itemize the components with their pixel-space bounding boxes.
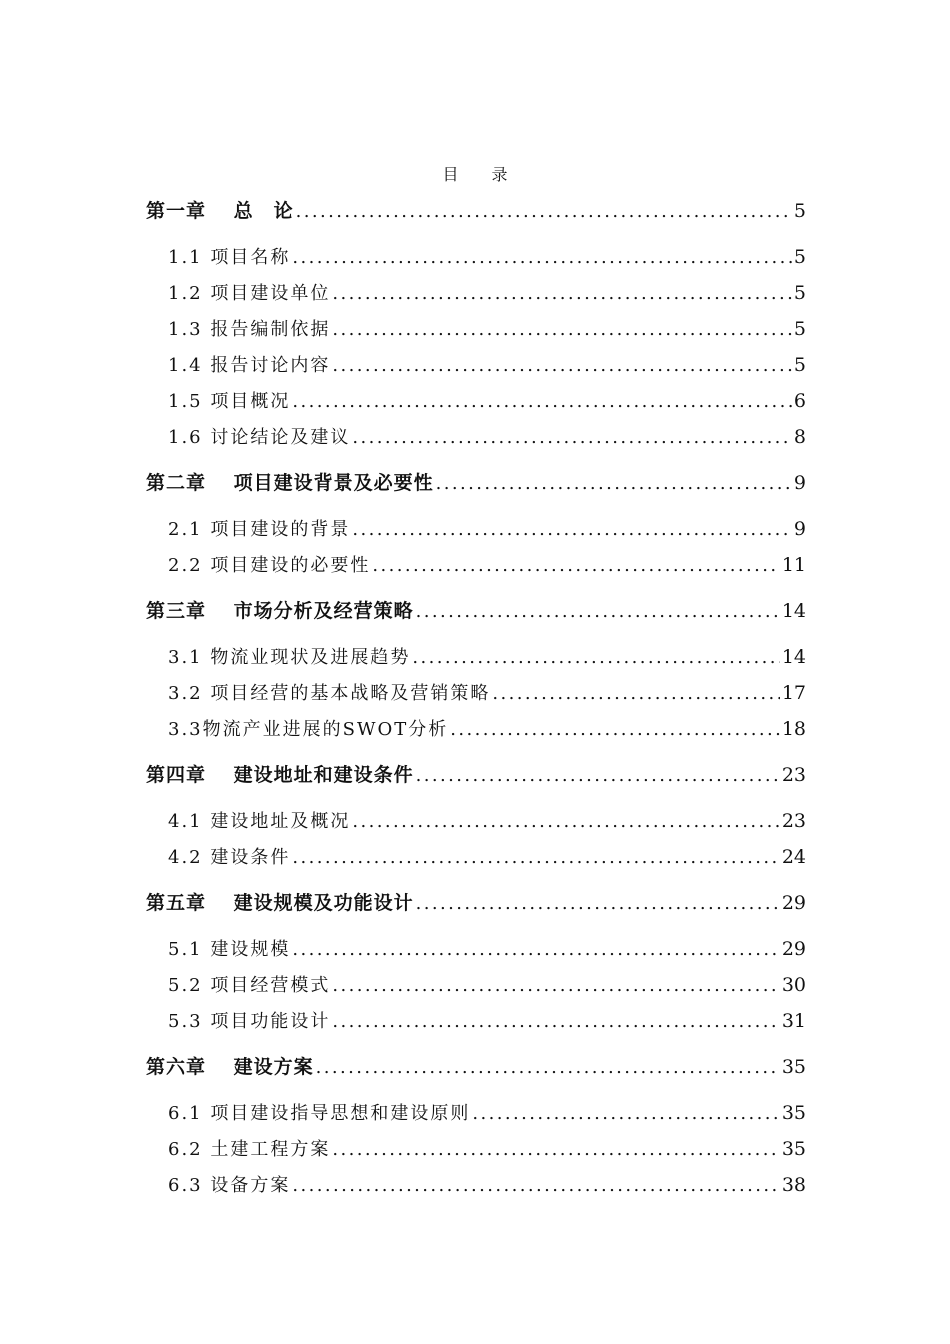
toc-entry-label: 3.2 项目经营的基本战略及营销策略: [168, 683, 491, 704]
toc-entry-page: 17: [781, 682, 806, 704]
toc-entry-label: 5.2 项目经营模式: [168, 975, 331, 996]
toc-dot-leader: [332, 353, 792, 379]
toc-entry-label: 第五章 建设规模及功能设计: [146, 892, 414, 914]
toc-dot-leader: [372, 553, 779, 579]
toc-entry-page: 5: [793, 246, 806, 268]
toc-entry-page: 35: [781, 1102, 806, 1124]
toc-entry: [168, 644, 806, 670]
toc-entry-label: 3.1 物流业现状及进展趋势: [168, 647, 411, 668]
toc-entry-page: 5: [793, 354, 806, 376]
toc-dot-leader: [416, 763, 780, 789]
toc-dot-leader: [292, 845, 779, 871]
toc-entry: [146, 762, 806, 788]
toc-entry-label: 第六章 建设方案: [146, 1056, 314, 1078]
toc-dot-leader: [492, 681, 779, 707]
toc-entry: [168, 352, 806, 378]
toc-dot-leader: [352, 517, 792, 543]
toc-entry-page: 8: [793, 426, 806, 448]
toc-dot-leader: [332, 1009, 779, 1035]
toc-entry: [168, 280, 806, 306]
toc-dot-leader: [352, 425, 792, 451]
toc-entry-page: 18: [781, 718, 806, 740]
toc-entry-page: 29: [781, 938, 806, 960]
toc-entry-label: 1.1 项目名称: [168, 247, 291, 268]
toc-entry: [146, 1054, 806, 1080]
toc-entry-label: 1.3 报告编制依据: [168, 319, 331, 340]
toc-entry-label: 1.2 项目建设单位: [168, 283, 331, 304]
toc-entry-label: 6.2 土建工程方案: [168, 1139, 331, 1160]
toc-entry: [168, 516, 806, 542]
toc-dot-leader: [316, 1055, 780, 1081]
toc-dot-leader: [332, 973, 779, 999]
toc-entry: [168, 844, 806, 870]
toc-dot-leader: [296, 199, 792, 225]
toc-dot-leader: [332, 317, 792, 343]
toc-entry: [168, 424, 806, 450]
toc-entry-label: 5.3 项目功能设计: [168, 1011, 331, 1032]
toc-dot-leader: [416, 891, 780, 917]
toc-entry-page: 5: [793, 318, 806, 340]
toc-entry: [168, 680, 806, 706]
toc-entry-page: 24: [781, 846, 806, 868]
toc-entry: [168, 388, 806, 414]
toc-dot-leader: [352, 809, 779, 835]
toc-entry-page: 5: [793, 200, 806, 222]
toc-dot-leader: [332, 1137, 779, 1163]
toc-entry-label: 第一章 总 论: [146, 200, 294, 222]
toc-entry-page: 35: [781, 1138, 806, 1160]
toc-entry: [146, 598, 806, 624]
toc-entry-page: 30: [781, 974, 806, 996]
toc-dot-leader: [416, 599, 780, 625]
toc-entry-label: 1.5 项目概况: [168, 391, 291, 412]
toc-entry-label: 1.6 讨论结论及建议: [168, 427, 351, 448]
toc-entry-page: 9: [793, 472, 806, 494]
toc-entry: [168, 716, 806, 742]
toc-entry-page: 9: [793, 518, 806, 540]
toc-dot-leader: [472, 1101, 779, 1127]
toc-dot-leader: [292, 937, 779, 963]
toc-entry-page: 6: [793, 390, 806, 412]
toc-entry-label: 6.1 项目建设指导思想和建设原则: [168, 1103, 471, 1124]
toc-entry-page: 29: [781, 892, 806, 914]
toc-dot-leader: [412, 645, 779, 671]
toc-entry-page: 14: [781, 600, 806, 622]
toc-entry: [168, 808, 806, 834]
toc-entry-page: 14: [781, 646, 806, 668]
toc-dot-leader: [436, 471, 792, 497]
toc-entry: [168, 972, 806, 998]
toc-dot-leader: [292, 389, 792, 415]
toc-entry-page: 11: [781, 554, 806, 576]
toc-entry: [168, 1172, 806, 1198]
toc-entry-page: 35: [781, 1056, 806, 1078]
toc-entry-label: 5.1 建设规模: [168, 939, 291, 960]
toc-entry-label: 第二章 项目建设背景及必要性: [146, 472, 434, 494]
toc-entry-label: 4.1 建设地址及概况: [168, 811, 351, 832]
toc-entry-page: 23: [781, 810, 806, 832]
toc-entry-label: 3.3物流产业进展的SWOT分析: [168, 719, 449, 740]
toc-entry-page: 31: [781, 1010, 806, 1032]
toc-entry-label: 6.3 设备方案: [168, 1175, 291, 1196]
toc-entry-page: 38: [781, 1174, 806, 1196]
toc-dot-leader: [332, 281, 792, 307]
toc-entry-label: 1.4 报告讨论内容: [168, 355, 331, 376]
toc-entry: [168, 1100, 806, 1126]
page-title: 目 录: [442, 165, 522, 184]
toc-entry: [146, 198, 806, 224]
toc-entry-label: 第四章 建设地址和建设条件: [146, 764, 414, 786]
toc-entry-page: 5: [793, 282, 806, 304]
toc-entry: [168, 1136, 806, 1162]
toc-entry-label: 4.2 建设条件: [168, 847, 291, 868]
toc-entry: [168, 316, 806, 342]
toc-entry: [168, 1008, 806, 1034]
toc-entry-label: 2.1 项目建设的背景: [168, 519, 351, 540]
toc-entry-label: 2.2 项目建设的必要性: [168, 555, 371, 576]
toc-entry: [168, 936, 806, 962]
toc-entry-page: 23: [781, 764, 806, 786]
toc-entry: [146, 890, 806, 916]
toc-dot-leader: [292, 1173, 779, 1199]
toc-entry: [146, 470, 806, 496]
toc-entry: [168, 552, 806, 578]
toc-entry: [168, 244, 806, 270]
toc-dot-leader: [450, 717, 780, 743]
toc-dot-leader: [292, 245, 792, 271]
toc-entry-label: 第三章 市场分析及经营策略: [146, 600, 414, 622]
